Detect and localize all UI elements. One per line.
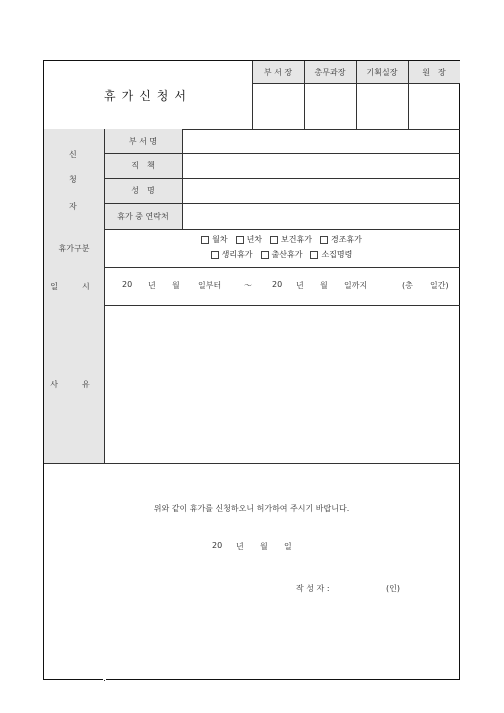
approval-header-director: 원 장 (422, 67, 446, 77)
period-total-open: (총 (402, 281, 413, 290)
option-menstrual-leave[interactable]: 생리휴가 (211, 249, 253, 260)
option-military-call-leave[interactable]: 소집명령 (310, 249, 352, 260)
signature-box-planning[interactable] (356, 83, 408, 129)
approval-header-planning: 기획실장 (366, 67, 398, 77)
period-to-year: 년 (296, 281, 304, 290)
approval-header-general-affairs: 총무과장 (314, 67, 346, 77)
checkbox-icon[interactable] (211, 251, 219, 259)
applicant-side-char: 청 (69, 175, 77, 184)
checkbox-icon[interactable] (270, 236, 278, 244)
applicant-side-char: 자 (69, 202, 77, 211)
checkbox-icon[interactable] (201, 236, 209, 244)
divider-mask (103, 464, 106, 680)
option-annual-leave[interactable]: 년차 (236, 234, 262, 245)
option-monthly-leave[interactable]: 월차 (201, 234, 227, 245)
label-department: 부 서 명 (128, 136, 158, 146)
name-field[interactable] (182, 178, 460, 203)
applicant-side-char: 신 (69, 150, 77, 159)
period-to-prefix: 20 (272, 280, 283, 289)
leave-request-form (43, 60, 460, 680)
period-from-month: 월 (172, 281, 180, 290)
footer-seal: (인) (386, 584, 400, 593)
signature-box-director[interactable] (408, 83, 460, 129)
page-title: 휴가신청서 (104, 88, 192, 103)
label-reason: 사 유 (50, 379, 98, 389)
option-maternity-leave[interactable]: 출산휴가 (261, 249, 303, 260)
checkbox-icon[interactable] (261, 251, 269, 259)
footer-date-month: 월 (260, 542, 268, 551)
reason-field[interactable] (104, 305, 460, 463)
divider (44, 229, 460, 230)
footer-author-label: 작 성 자 : (296, 584, 330, 593)
period-from-prefix: 20 (122, 280, 133, 289)
department-field[interactable] (182, 129, 460, 153)
label-leave-type: 휴가구분 (58, 243, 90, 253)
period-to-month: 월 (320, 281, 328, 290)
period-from-year: 년 (148, 281, 156, 290)
checkbox-icon[interactable] (236, 236, 244, 244)
checkbox-icon[interactable] (320, 236, 328, 244)
checkbox-icon[interactable] (310, 251, 318, 259)
leave-type-options-row1 (104, 234, 459, 245)
footer-date-day: 일 (284, 542, 292, 551)
label-name: 성 명 (131, 186, 155, 195)
period-to-suffix: 일까지 (344, 281, 368, 290)
period-tilde: ～ (244, 281, 252, 290)
footer-statement-row (44, 503, 459, 514)
label-contact-during-leave: 휴가 중 연락처 (117, 211, 169, 221)
option-health-leave[interactable]: 보건휴가 (270, 234, 312, 245)
position-field[interactable] (182, 153, 460, 178)
signature-box-general-affairs[interactable] (304, 83, 356, 129)
footer-date-year: 년 (236, 542, 244, 551)
label-position: 직 책 (131, 161, 155, 170)
period-from-suffix: 일부터 (198, 281, 222, 290)
option-family-event-leave[interactable]: 경조휴가 (320, 234, 362, 245)
footer-statement: 위와 같이 휴가를 신청하오니 허가하여 주시기 바랍니다. (153, 504, 350, 513)
leave-type-options-row2 (104, 249, 459, 260)
divider (44, 463, 460, 464)
label-period: 일 시 (50, 281, 98, 291)
approval-header-dept-head: 부 서 장 (263, 67, 293, 77)
period-field[interactable] (104, 267, 460, 305)
footer-author (44, 583, 460, 597)
contact-field[interactable] (182, 203, 460, 229)
period-total-close: 일간) (430, 281, 449, 290)
footer-date-prefix: 20 (212, 541, 223, 550)
signature-box-dept-head[interactable] (252, 83, 304, 129)
footer-date[interactable] (44, 541, 460, 555)
